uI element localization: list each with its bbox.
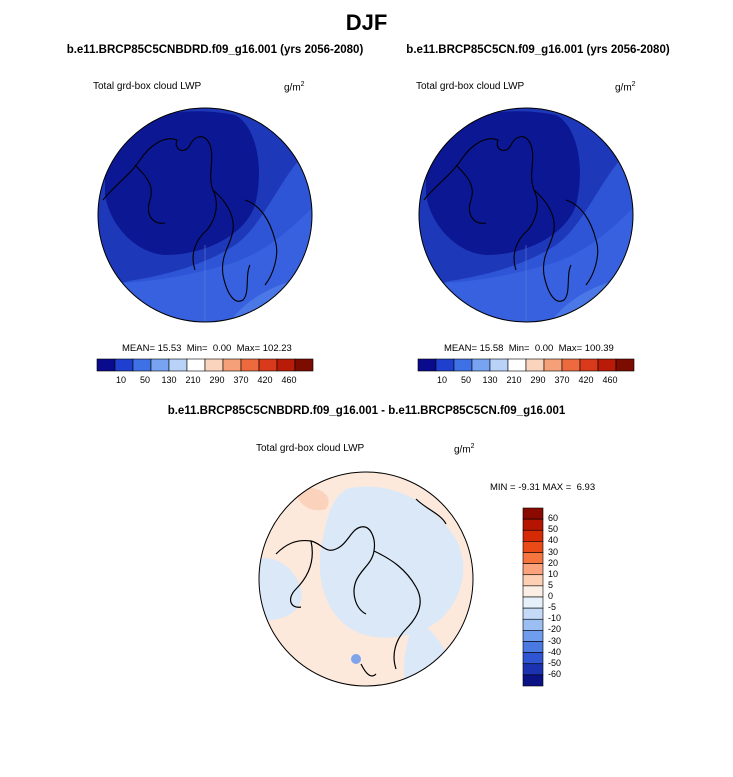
colorbar-box bbox=[259, 359, 277, 371]
colorbar-box bbox=[523, 675, 543, 686]
colorbar-box bbox=[169, 359, 187, 371]
colorbar-box bbox=[133, 359, 151, 371]
colorbar-box bbox=[523, 564, 543, 575]
colorbar-box bbox=[523, 530, 543, 541]
colorbar-tick-label: 30 bbox=[548, 546, 559, 557]
colorbar-tick-label: 50 bbox=[548, 524, 559, 535]
diff-strong-negative-patch bbox=[351, 654, 361, 664]
diff-panel-units-label: $g/m^2$ bbox=[454, 443, 475, 456]
diff-panel-variable-label: Total grd-box cloud LWP bbox=[256, 443, 365, 454]
diff-panel-polar-map bbox=[256, 469, 476, 689]
diff-field bbox=[256, 469, 476, 689]
colorbar-tick-label: 370 bbox=[554, 375, 570, 385]
panel-1-colorbar-ticks bbox=[97, 375, 313, 387]
colorbar-tick-label: 210 bbox=[185, 375, 201, 385]
colorbar-box bbox=[562, 359, 580, 371]
panel-2-colorbar-ticks bbox=[418, 375, 634, 387]
colorbar-box bbox=[523, 575, 543, 586]
colorbar-tick-label: 50 bbox=[460, 375, 472, 385]
colorbar-box bbox=[241, 359, 259, 371]
panel-2-stats: MEAN= 15.58 Min= 0.00 Max= 100.39 bbox=[444, 343, 614, 354]
panel-2-units-label: $g/m^2$ bbox=[615, 81, 636, 94]
colorbar-tick-label: 420 bbox=[578, 375, 594, 385]
colorbar-box bbox=[436, 359, 454, 371]
colorbar-box bbox=[523, 619, 543, 630]
colorbar-box bbox=[472, 359, 490, 371]
colorbar-box bbox=[508, 359, 526, 371]
colorbar-tick-label: 290 bbox=[530, 375, 546, 385]
colorbar-tick-label: 290 bbox=[209, 375, 225, 385]
colorbar-box bbox=[523, 597, 543, 608]
colorbar-box bbox=[223, 359, 241, 371]
colorbar-tick-label: 130 bbox=[482, 375, 498, 385]
colorbar-tick-label: 60 bbox=[548, 513, 559, 524]
colorbar-box bbox=[97, 359, 115, 371]
colorbar-box bbox=[523, 642, 543, 653]
colorbar-tick-label: -40 bbox=[548, 646, 562, 657]
colorbar-tick-label: 10 bbox=[548, 568, 559, 579]
diff-panel-colorbar bbox=[523, 508, 543, 686]
colorbar-tick-label: 210 bbox=[506, 375, 522, 385]
colorbar-tick-label: 460 bbox=[602, 375, 618, 385]
colorbar-box bbox=[523, 608, 543, 619]
page-title: DJF bbox=[345, 10, 388, 35]
colorbar-tick-label: 5 bbox=[548, 579, 554, 590]
panel-1-units-label: $g/m^2$ bbox=[284, 81, 305, 94]
colorbar-tick-label: 10 bbox=[436, 375, 448, 385]
colorbar-box bbox=[295, 359, 313, 371]
panel-1-stats: MEAN= 15.53 Min= 0.00 Max= 102.23 bbox=[122, 343, 292, 354]
colorbar-box bbox=[523, 508, 543, 519]
panel-2-run-title: b.e11.BRCP85C5CN.f09_g16.001 (yrs 2056-2080) bbox=[406, 44, 670, 56]
colorbar-box bbox=[580, 359, 598, 371]
colorbar-box bbox=[544, 359, 562, 371]
colorbar-tick-label: 460 bbox=[281, 375, 297, 385]
colorbar-box bbox=[490, 359, 508, 371]
diff-panel-title: b.e11.BRCP85C5CNBDRD.f09_g16.001 - b.e11.BRCP85C5CN.f09_g16.001 bbox=[167, 405, 566, 417]
colorbar-box bbox=[151, 359, 169, 371]
colorbar-tick-label: 40 bbox=[548, 535, 559, 546]
colorbar-box bbox=[277, 359, 295, 371]
colorbar-tick-label: -60 bbox=[548, 668, 562, 679]
colorbar-tick-label: 370 bbox=[233, 375, 249, 385]
colorbar-box bbox=[523, 586, 543, 597]
colorbar-box bbox=[454, 359, 472, 371]
colorbar-tick-label: -10 bbox=[548, 613, 562, 624]
diff-panel-colorbar-ticks bbox=[548, 508, 578, 686]
panel-1-variable-label: Total grd-box cloud LWP bbox=[93, 81, 202, 92]
colorbar-box bbox=[523, 653, 543, 664]
colorbar-box bbox=[523, 519, 543, 530]
panel-1-polar-map bbox=[95, 105, 315, 325]
colorbar-box bbox=[418, 359, 436, 371]
colorbar-tick-label: 50 bbox=[139, 375, 151, 385]
colorbar-tick-label: 20 bbox=[548, 557, 559, 568]
colorbar-box bbox=[523, 630, 543, 641]
colorbar-tick-label: -50 bbox=[548, 657, 562, 668]
panel-2-colorbar bbox=[418, 359, 634, 371]
panel-2-polar-map bbox=[416, 105, 636, 325]
colorbar-box bbox=[526, 359, 544, 371]
panel-1-colorbar bbox=[97, 359, 313, 371]
colorbar-tick-label: 130 bbox=[161, 375, 177, 385]
colorbar-tick-label: 420 bbox=[257, 375, 273, 385]
colorbar-tick-label: -30 bbox=[548, 635, 562, 646]
colorbar-tick-label: -20 bbox=[548, 624, 562, 635]
colorbar-tick-label: 0 bbox=[548, 591, 554, 601]
colorbar-box bbox=[523, 541, 543, 552]
colorbar-box bbox=[523, 664, 543, 675]
colorbar-box bbox=[616, 359, 634, 371]
colorbar-tick-label: -5 bbox=[548, 602, 557, 613]
panel-2-variable-label: Total grd-box cloud LWP bbox=[416, 81, 525, 92]
colorbar-box bbox=[598, 359, 616, 371]
diff-panel-stats: MIN = -9.31 MAX = 6.93 bbox=[490, 482, 596, 493]
colorbar-box bbox=[187, 359, 205, 371]
panel-1-run-title: b.e11.BRCP85C5CNBDRD.f09_g16.001 (yrs 2056-2080) bbox=[66, 44, 364, 56]
colorbar-box bbox=[115, 359, 133, 371]
colorbar-box bbox=[205, 359, 223, 371]
colorbar-tick-label: 10 bbox=[115, 375, 127, 385]
colorbar-box bbox=[523, 553, 543, 564]
